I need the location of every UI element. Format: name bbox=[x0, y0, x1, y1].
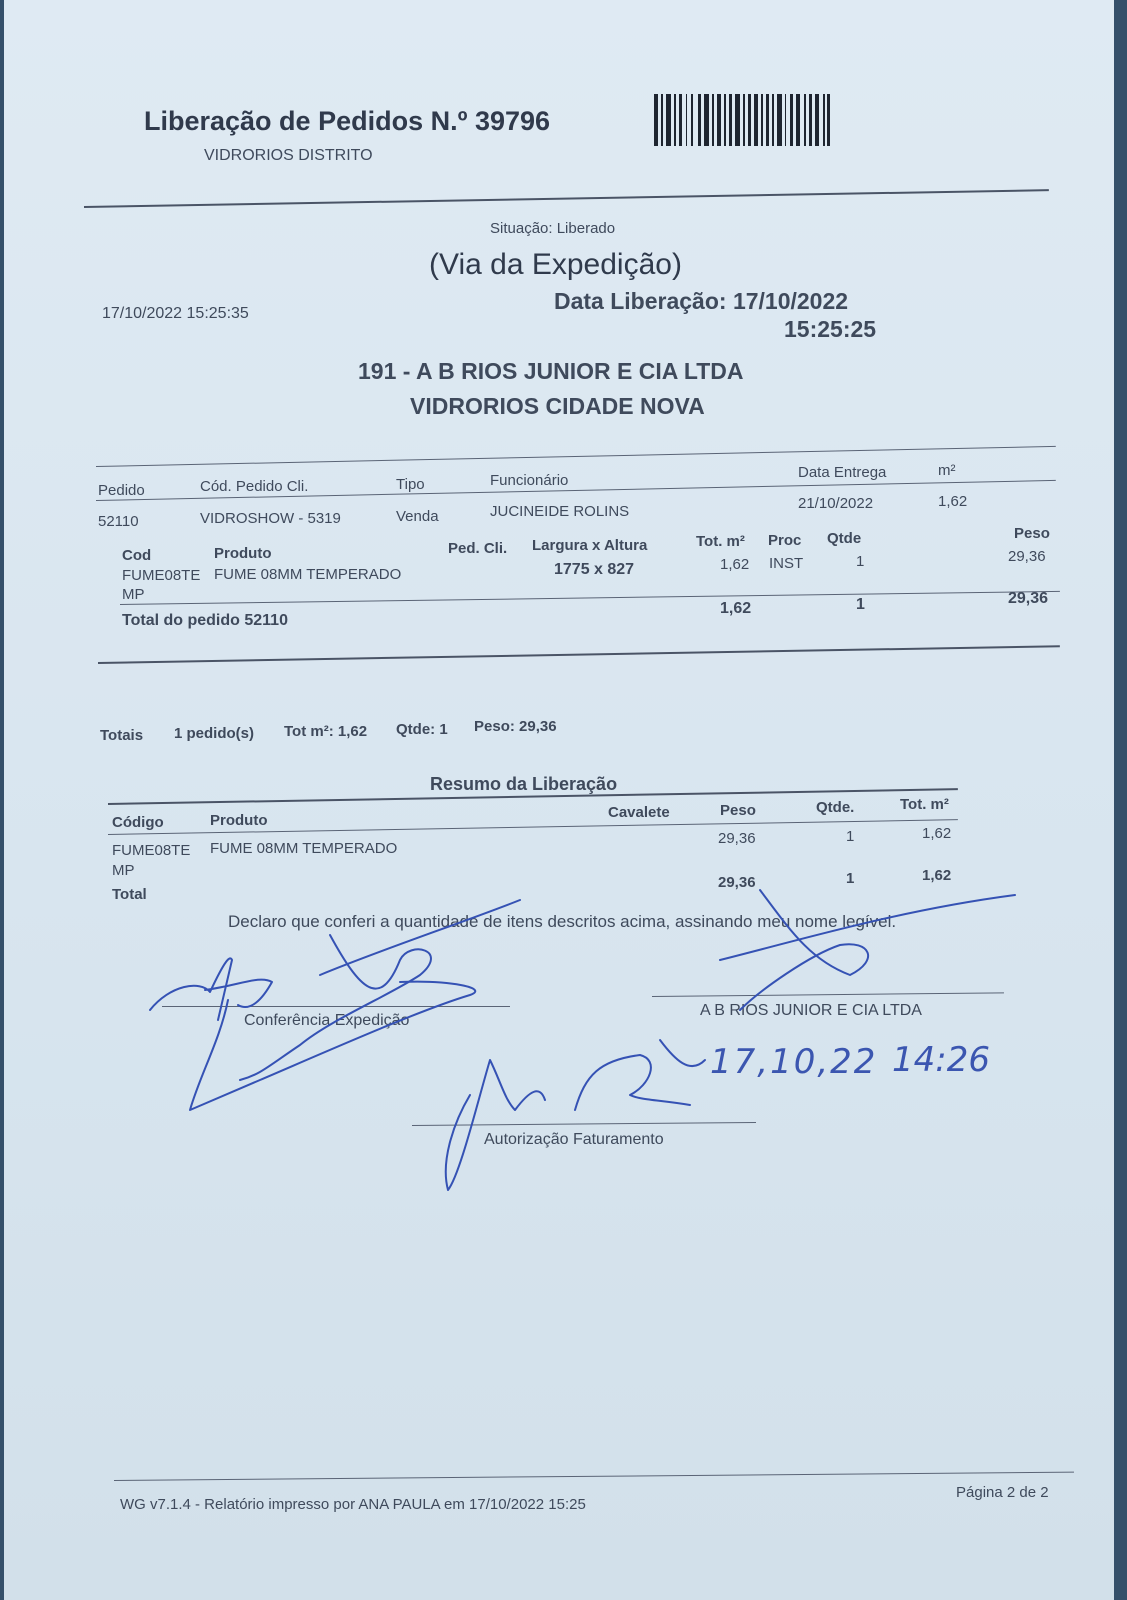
item-header-dimensions: Largura x Altura bbox=[532, 537, 648, 554]
summary-total-qtde: 1 bbox=[846, 870, 855, 887]
order-top-rule bbox=[96, 446, 1056, 467]
footer-rule bbox=[114, 1472, 1074, 1481]
item-header-ped-cli: Ped. Cli. bbox=[448, 540, 508, 557]
totals-qtde: Qtde: 1 bbox=[396, 721, 448, 738]
order-total-label: Total do pedido 52110 bbox=[122, 612, 288, 629]
printed-datetime: 17/10/2022 15:25:35 bbox=[102, 305, 249, 322]
company-subtitle: VIDRORIOS DISTRITO bbox=[204, 147, 373, 164]
summary-total-peso: 29,36 bbox=[718, 874, 756, 891]
order-bottom-rule bbox=[98, 645, 1060, 664]
barcode-icon bbox=[654, 94, 830, 146]
order-cod-pedido-cli-value: VIDROSHOW - 5319 bbox=[200, 510, 341, 527]
item-header-produto: Produto bbox=[214, 545, 272, 562]
summary-qtde: 1 bbox=[846, 828, 855, 845]
item-peso: 29,36 bbox=[1008, 548, 1046, 565]
col-header-pedido: Pedido bbox=[98, 482, 145, 499]
item-header-qtde: Qtde bbox=[827, 530, 862, 547]
summary-header-peso: Peso bbox=[720, 802, 756, 819]
header-divider bbox=[84, 189, 1049, 208]
item-header-peso: Peso bbox=[1014, 525, 1050, 542]
summary-title: Resumo da Liberação bbox=[430, 774, 618, 794]
summary-codigo-line2: MP bbox=[112, 862, 135, 879]
client-store: VIDRORIOS CIDADE NOVA bbox=[410, 393, 705, 419]
summary-header-qtde: Qtde. bbox=[816, 799, 855, 816]
order-tipo-value: Venda bbox=[396, 508, 439, 525]
copy-label: (Via da Expedição) bbox=[429, 248, 682, 281]
summary-produto: FUME 08MM TEMPERADO bbox=[210, 840, 398, 857]
document-page bbox=[4, 0, 1114, 1600]
summary-header-cavalete: Cavalete bbox=[608, 804, 670, 821]
conferencia-signature-line bbox=[162, 1006, 510, 1007]
item-proc: INST bbox=[769, 555, 804, 572]
item-qtde: 1 bbox=[856, 553, 865, 570]
footer-report: WG v7.1.4 - Relatório impresso por ANA PAULA em 17/10/2022 15:25 bbox=[120, 1496, 586, 1513]
release-date: Data Liberação: 17/10/2022 bbox=[554, 288, 849, 314]
declaration-text: Declaro que conferi a quantidade de itens descritos acima, assinando meu nome legível. bbox=[228, 912, 897, 931]
handwritten-date: 17,10,22 bbox=[710, 1042, 878, 1082]
item-tot-m2: 1,62 bbox=[720, 556, 750, 573]
summary-header-produto: Produto bbox=[210, 812, 268, 829]
document-title: Liberação de Pedidos N.º 39796 bbox=[144, 106, 551, 136]
release-time: 15:25:25 bbox=[784, 316, 877, 342]
item-total-rule bbox=[120, 591, 1060, 605]
item-header-proc: Proc bbox=[768, 532, 802, 549]
item-produto: FUME 08MM TEMPERADO bbox=[214, 566, 402, 583]
totals-tot-m2: Tot m²: 1,62 bbox=[284, 723, 368, 740]
summary-header-tot-m2: Tot. m² bbox=[900, 796, 949, 813]
col-header-cod-pedido-cli: Cód. Pedido Cli. bbox=[200, 478, 309, 495]
handwritten-time: 14:26 bbox=[892, 1040, 990, 1080]
company-label: A B RIOS JUNIOR E CIA LTDA bbox=[700, 1002, 922, 1019]
item-header-cod: Cod bbox=[122, 547, 152, 564]
col-header-data-entrega: Data Entrega bbox=[798, 464, 887, 481]
item-dimensions: 1775 x 827 bbox=[554, 561, 635, 578]
company-signature-line bbox=[652, 992, 1004, 997]
summary-codigo-line1: FUME08TE bbox=[112, 842, 191, 859]
autorizacao-signature-line bbox=[412, 1122, 756, 1126]
order-total-tot-m2: 1,62 bbox=[720, 600, 752, 617]
order-data-entrega-value: 21/10/2022 bbox=[798, 495, 874, 512]
order-total-qtde: 1 bbox=[856, 596, 865, 613]
summary-tot-m2: 1,62 bbox=[922, 825, 952, 842]
summary-total-tot-m2: 1,62 bbox=[922, 867, 952, 884]
totals-peso: Peso: 29,36 bbox=[474, 718, 557, 735]
col-header-funcionario: Funcionário bbox=[490, 472, 569, 489]
order-funcionario-value: JUCINEIDE ROLINS bbox=[490, 503, 630, 520]
totals-label: Totais bbox=[100, 727, 144, 744]
footer-page-number: Página 2 de 2 bbox=[956, 1484, 1049, 1501]
col-header-m2: m² bbox=[938, 462, 956, 479]
order-total-peso: 29,36 bbox=[1008, 590, 1049, 607]
item-cod-line1: FUME08TE bbox=[122, 567, 201, 584]
status-text: Situação: Liberado bbox=[490, 220, 616, 237]
summary-peso: 29,36 bbox=[718, 830, 756, 847]
order-m2-value: 1,62 bbox=[938, 493, 968, 510]
item-header-tot-m2: Tot. m² bbox=[696, 533, 745, 550]
autorizacao-label: Autorização Faturamento bbox=[484, 1131, 664, 1148]
summary-total-label: Total bbox=[112, 886, 147, 903]
conferencia-label: Conferência Expedição bbox=[244, 1012, 410, 1029]
order-pedido-value: 52110 bbox=[98, 513, 139, 530]
item-cod-line2: MP bbox=[122, 586, 145, 603]
summary-header-codigo: Código bbox=[112, 814, 164, 831]
totals-pedidos: 1 pedido(s) bbox=[174, 725, 255, 742]
col-header-tipo: Tipo bbox=[396, 476, 425, 493]
client-name: 191 - A B RIOS JUNIOR E CIA LTDA bbox=[358, 358, 744, 384]
